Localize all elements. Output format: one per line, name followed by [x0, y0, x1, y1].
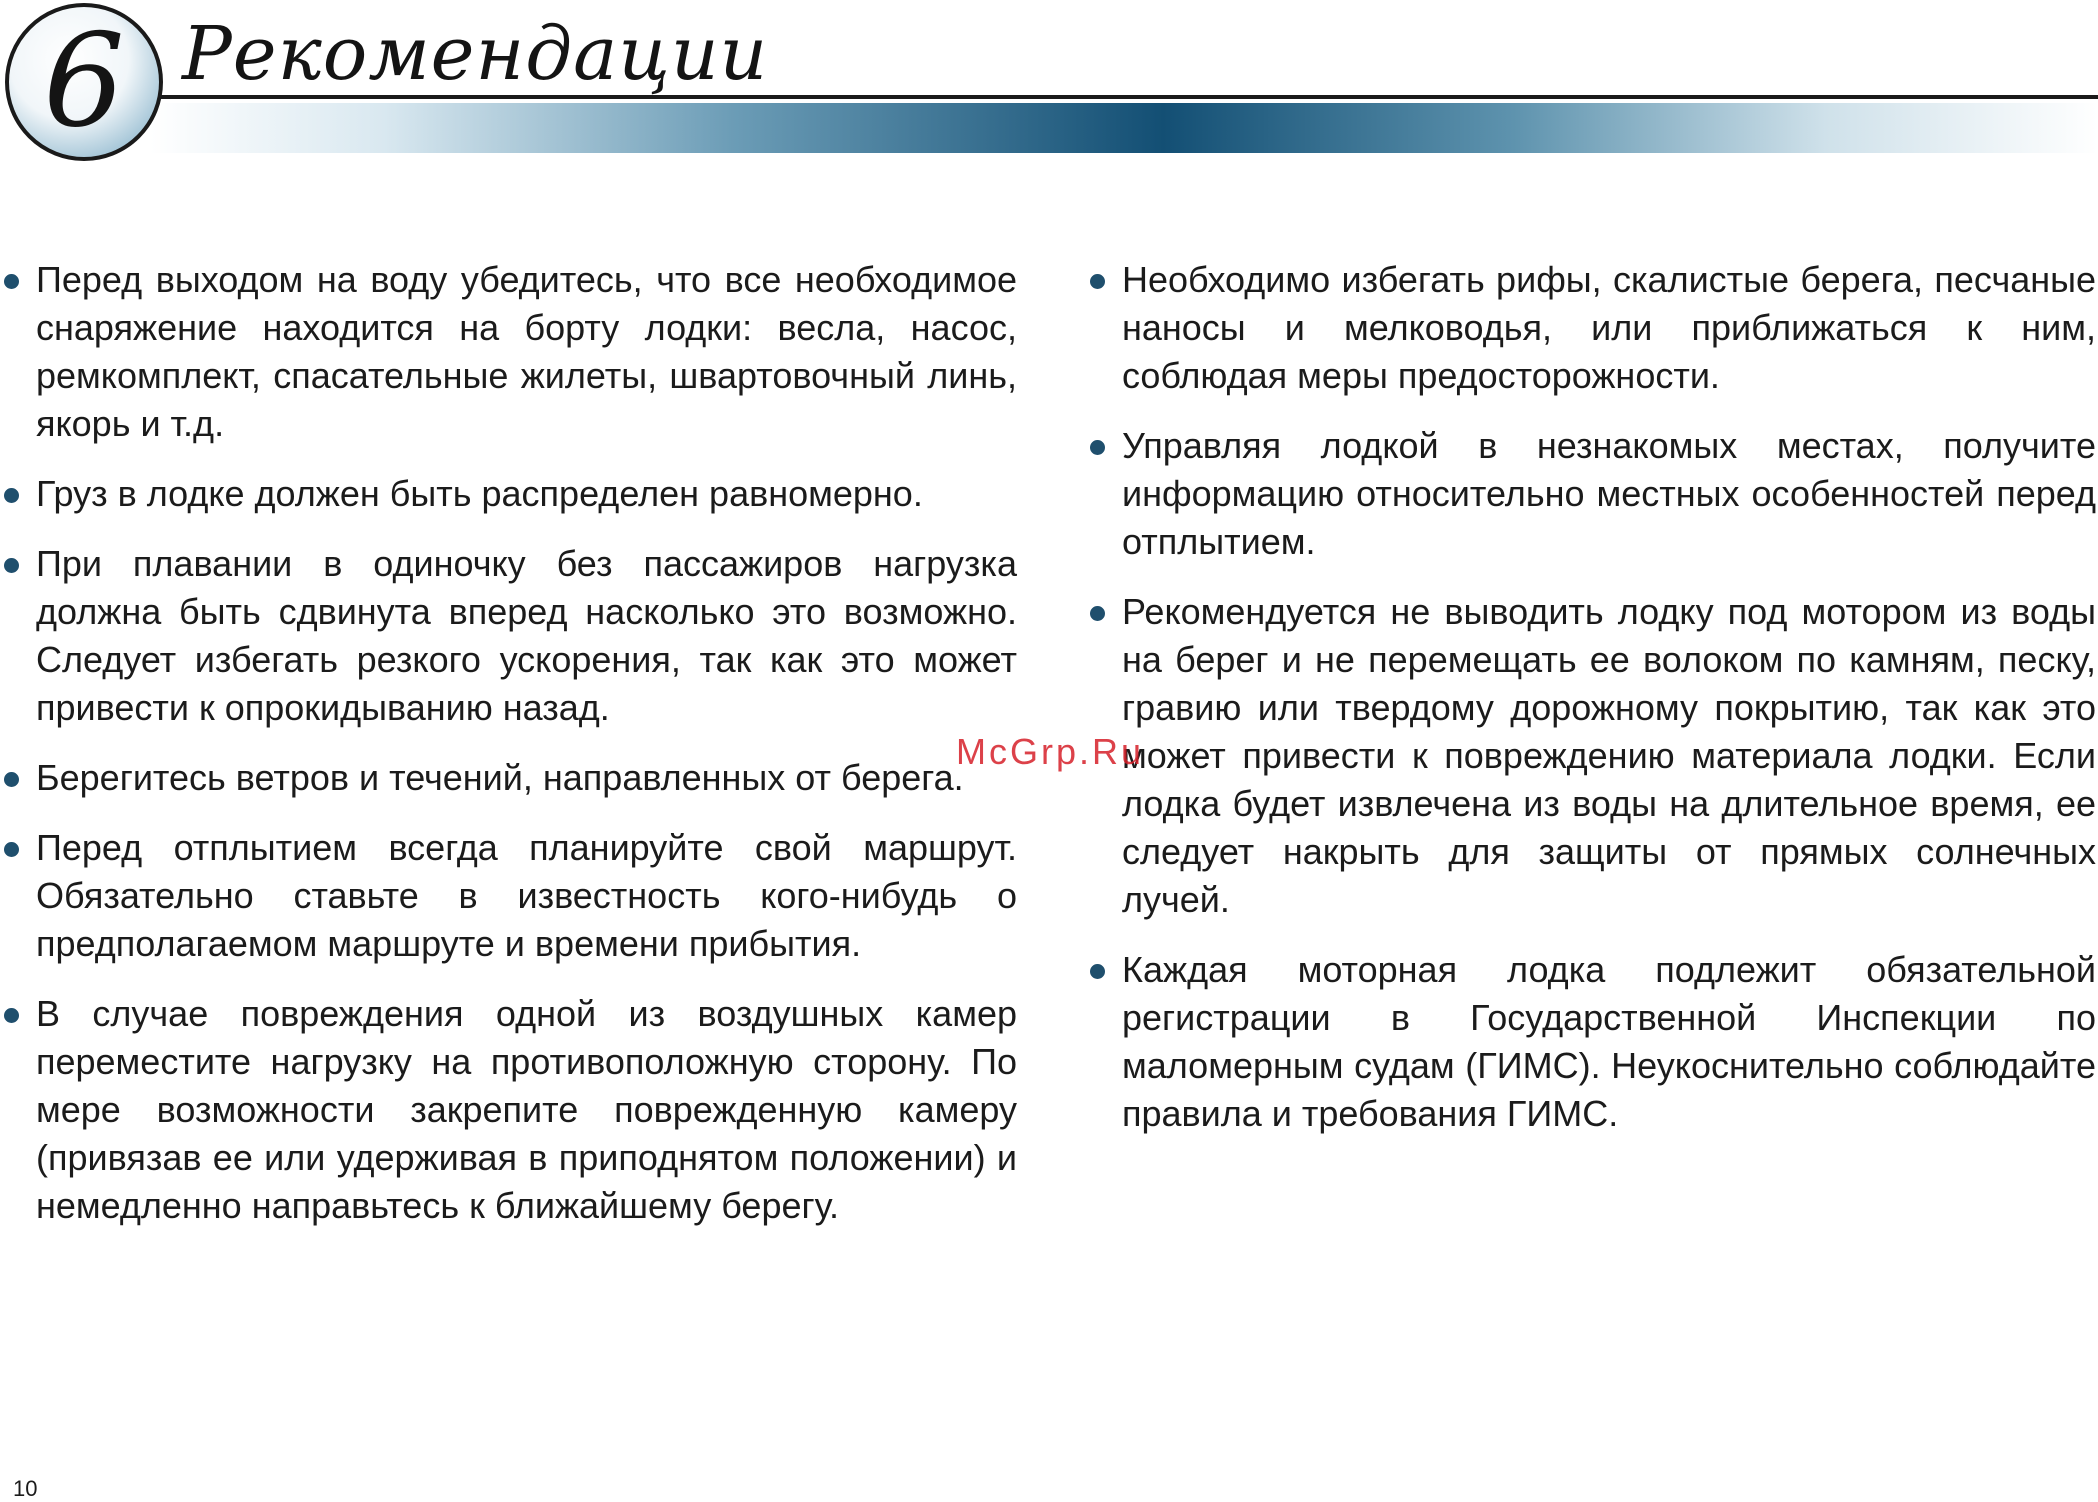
- list-item: [1088, 588, 2096, 924]
- list-item-text: Перед отплытием всегда планируйте свой маршрут. Обязательно ставьте в известность кого-нибудь о предполагаемом маршруте и времени прибытия.: [36, 827, 1017, 964]
- chapter-badge: [5, 3, 163, 161]
- chapter-title: Рекомендации: [182, 11, 769, 97]
- watermark: McGrp.Ru: [956, 731, 1145, 772]
- list-item: [2, 990, 1017, 1230]
- left-column: [2, 256, 1017, 1252]
- bullet-icon: [4, 772, 19, 787]
- list-item-text: Берегитесь ветров и течений, направленных от берега.: [36, 757, 964, 798]
- list-item: [2, 540, 1017, 732]
- right-column: [1088, 256, 2096, 1160]
- bullet-icon: [1090, 964, 1105, 979]
- list-item: [1088, 422, 2096, 566]
- bullet-icon: [1090, 606, 1105, 621]
- bullet-icon: [4, 274, 19, 289]
- list-item: [1088, 256, 2096, 400]
- bullet-icon: [4, 488, 19, 503]
- chapter-number: 6: [43, 7, 125, 156]
- list-item: [2, 470, 1017, 518]
- list-item-text: Рекомендуется не выводить лодку под мотором из воды на берег и не перемещать ее волоком по камням, песку, гравию или твердому дорожному покрытию, так как это может привести к повреждению материала лодки. Если лодка будет извлечена из воды на длительное время, ее следует накрыть для защиты от прямых солнечных лучей.: [1122, 591, 2096, 920]
- list-item: [2, 754, 1017, 802]
- list-item-text: В случае повреждения одной из воздушных камер переместите нагрузку на противоположную сторону. По мере возможности закрепите поврежденную камеру (привязав ее или удерживая в приподнятом положении) и немедленно направьтесь к ближайшему берегу.: [36, 993, 1017, 1226]
- bullet-icon: [4, 558, 19, 573]
- bullet-icon: [1090, 274, 1105, 289]
- header-gradient-bar: [150, 103, 2098, 153]
- list-item-text: Перед выходом на воду убедитесь, что все необходимое снаряжение находится на борту лодки: весла, насос, ремкомплект, спасательные жилеты, швартовочный линь, якорь и т.д.: [36, 259, 1017, 444]
- chapter-header: [0, 0, 2098, 170]
- list-item: [1088, 946, 2096, 1138]
- list-item-text: Груз в лодке должен быть распределен равномерно.: [36, 473, 923, 514]
- list-item-text: Управляя лодкой в незнакомых местах, получите информацию относительно местных особенностей перед отплытием.: [1122, 425, 2096, 562]
- bullet-icon: [1090, 440, 1105, 455]
- list-item-text: Необходимо избегать рифы, скалистые берега, песчаные наносы и мелководья, или приближаться к ним, соблюдая меры предосторожности.: [1122, 259, 2096, 396]
- list-item: [2, 824, 1017, 968]
- bullet-icon: [4, 1008, 19, 1023]
- list-item-text: При плавании в одиночку без пассажиров нагрузка должна быть сдвинута вперед насколько это возможно. Следует избегать резкого ускорения, так как это может привести к опрокидыванию назад.: [36, 543, 1017, 728]
- list-item: [2, 256, 1017, 448]
- list-item-text: Каждая моторная лодка подлежит обязательной регистрации в Государственной Инспекции по маломерным судам (ГИМС). Неукоснительно соблюдайте правила и требования ГИМС.: [1122, 949, 2096, 1134]
- bullet-icon: [4, 842, 19, 857]
- page-number: 10: [13, 1476, 38, 1501]
